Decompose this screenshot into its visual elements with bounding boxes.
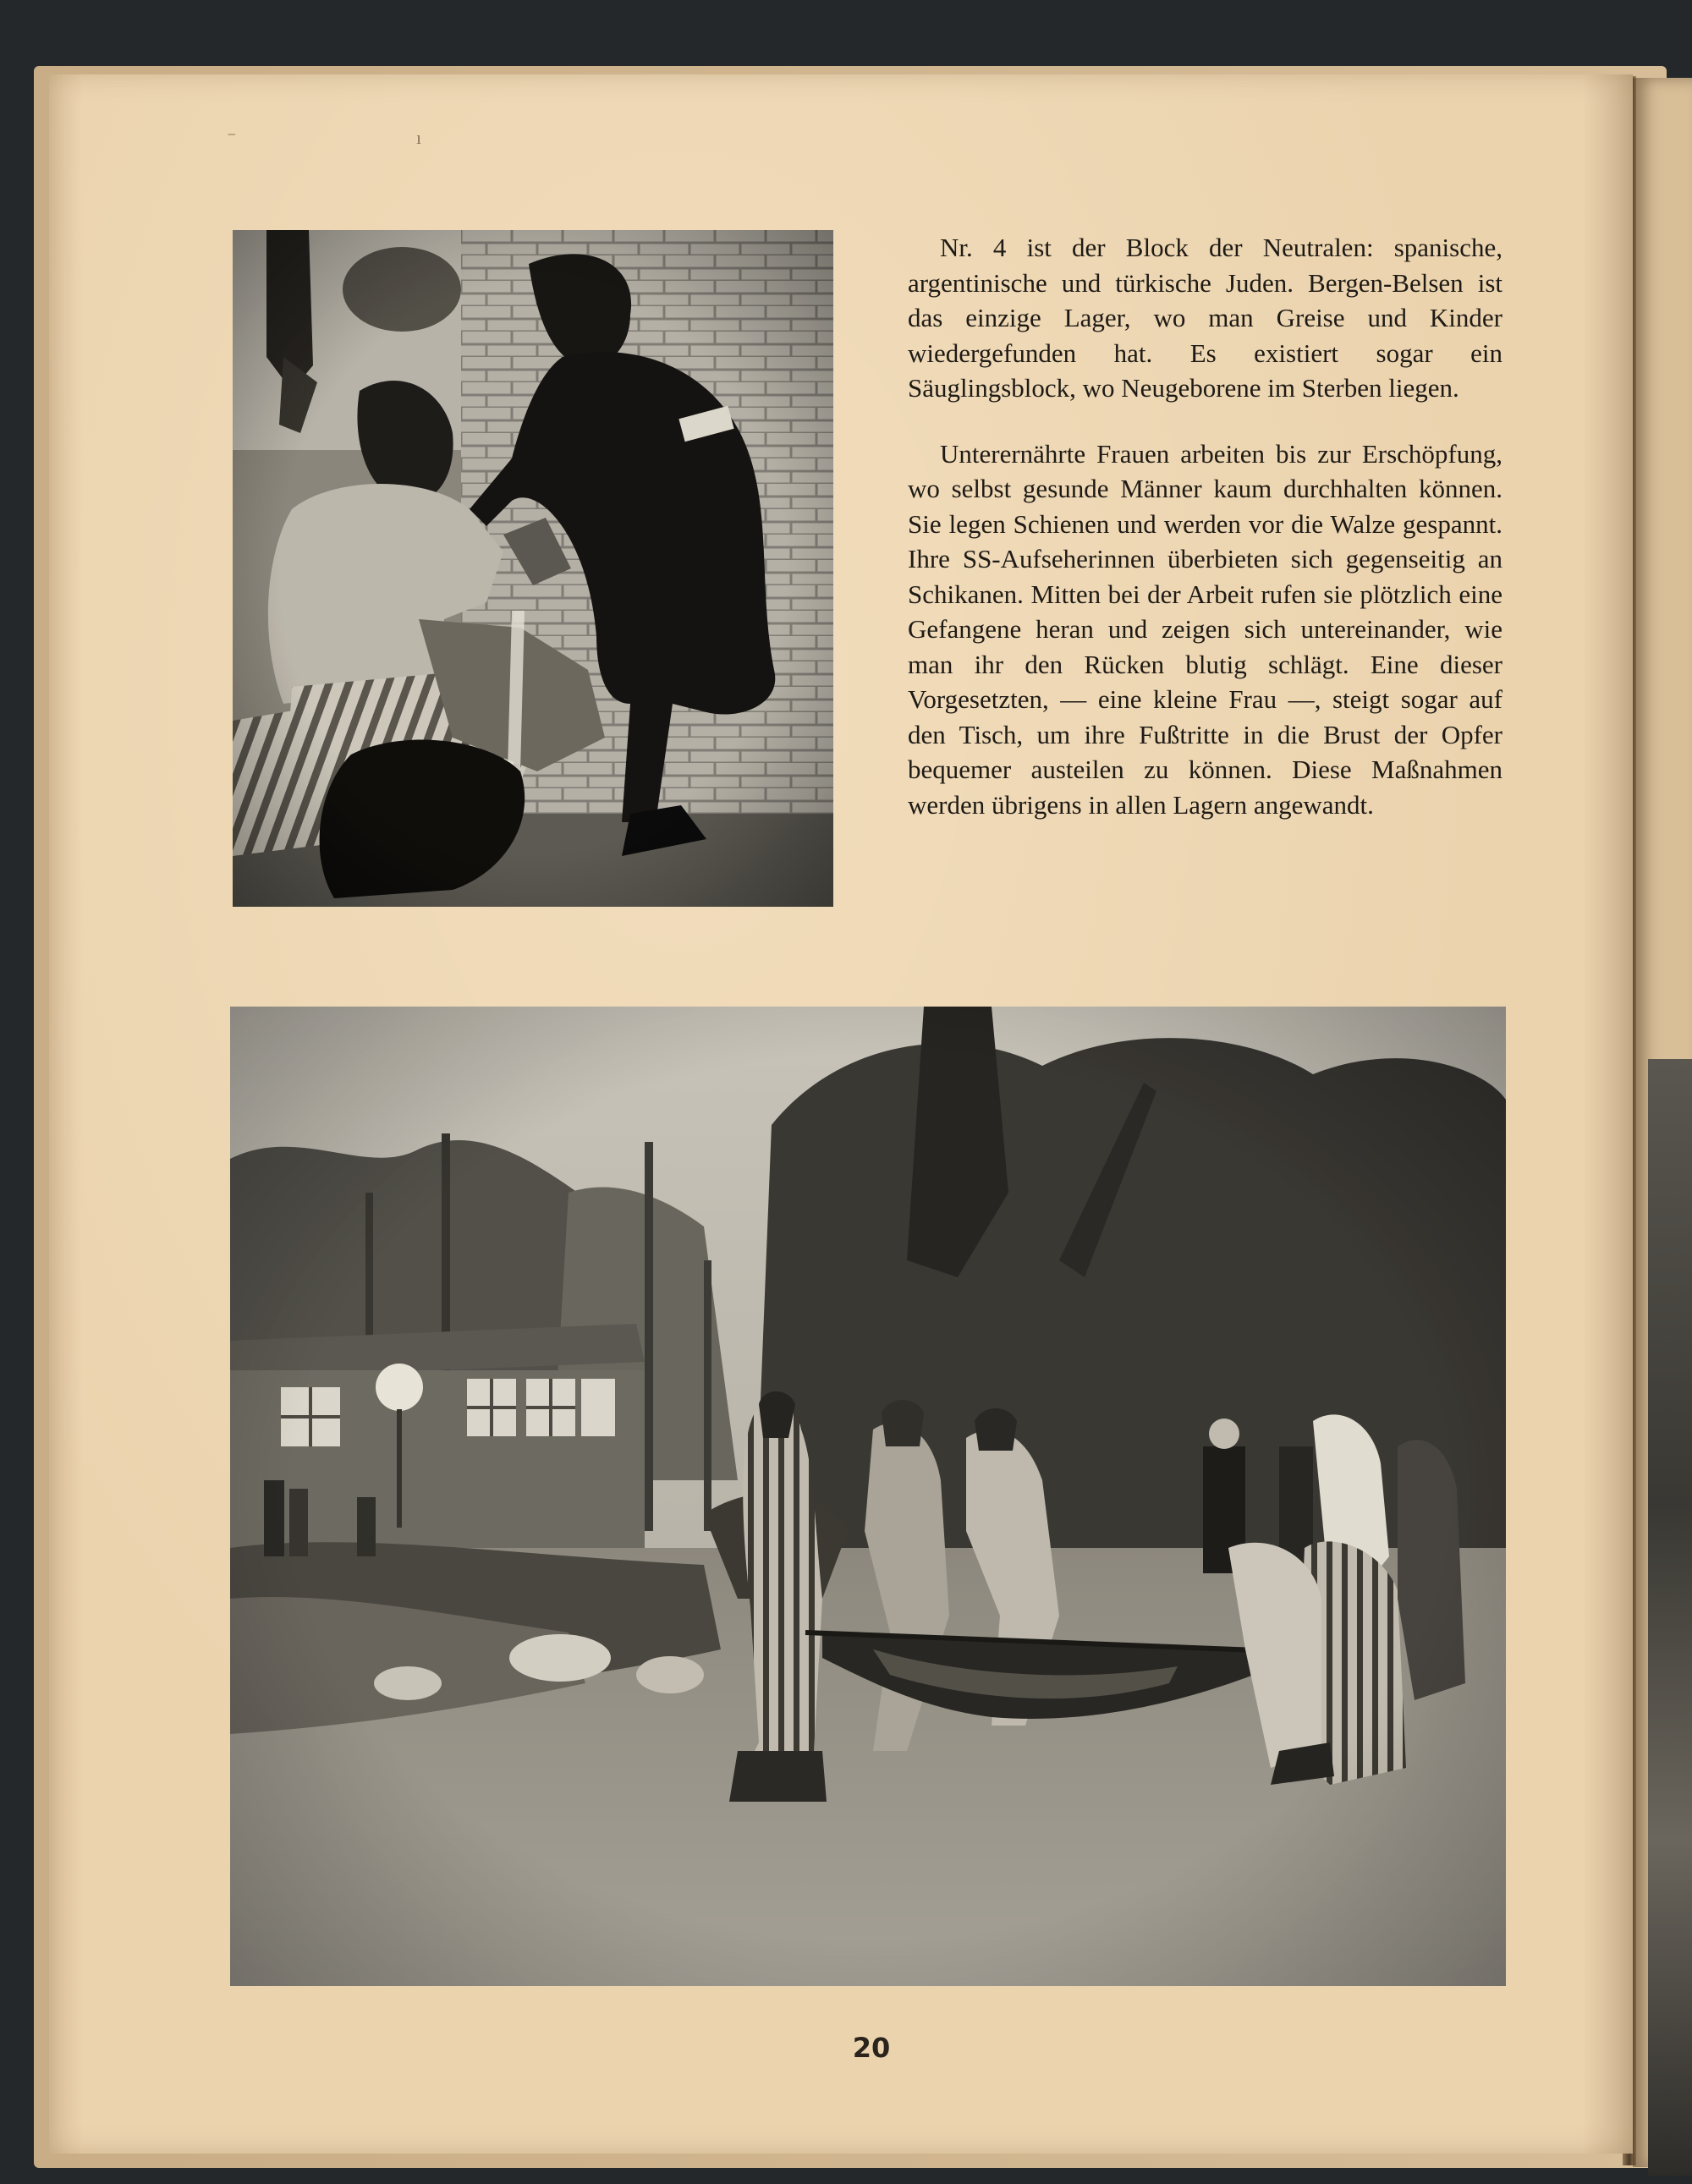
pencil-mark: ⁻ bbox=[227, 127, 237, 148]
photo-women-water-icon bbox=[233, 230, 833, 907]
page-number: 20 bbox=[852, 2032, 891, 2064]
article-text bbox=[908, 230, 1502, 822]
photo-women-water bbox=[233, 230, 833, 907]
next-page-photo-edge bbox=[1648, 1059, 1692, 2176]
paragraph-1: Nr. 4 ist der Block der Neutralen: spanische, argentinische und türkische Juden. Bergen-Belsen ist das einzige Lager, wo man Greise und Kinder wiedergefunden hat. Es existiert sogar ein Säuglingsblock, wo Neugeborene im Sterben liegen. bbox=[908, 233, 1502, 403]
pencil-mark: ı bbox=[416, 127, 422, 148]
photo-stretcher-camp-icon bbox=[230, 1007, 1506, 1986]
photo-stretcher-camp bbox=[230, 1007, 1506, 1986]
next-page-edge bbox=[1633, 78, 1692, 2167]
paragraph-2: Unterernährte Frauen arbeiten bis zur Erschöpfung, wo selbst gesunde Männer kaum durchhalten können. Sie legen Schienen und werden vor die Walze gespannt. Ihre SS-Aufseherinnen überbieten sich gegenseitig an Schikanen. Mitten bei der Arbeit rufen sie plötzlich eine Gefangene heran und zeigen sich untereinander, wie man ihr den Rücken blutig schlägt. Eine dieser Vorgesetzten, — eine kleine Frau —, steigt sogar auf den Tisch, um ihre Fußtritte in die Brust der Opfer bequemer austeilen zu können. Diese Maßnahmen werden übrigens in allen Lagern angewandt. bbox=[908, 438, 1502, 820]
